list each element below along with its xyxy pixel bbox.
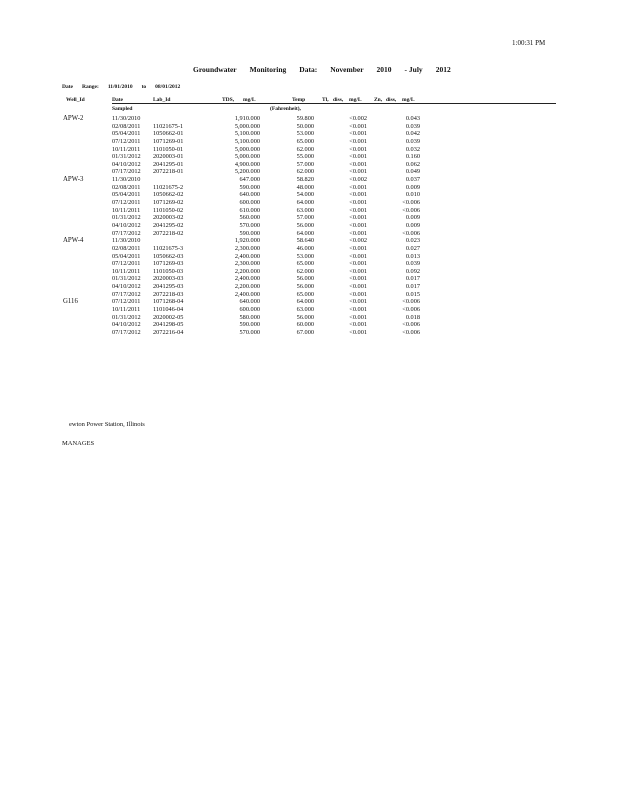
cell-tl: <0.001 xyxy=(349,130,367,138)
table-row xyxy=(0,253,618,261)
cell-date: 02/08/2011 xyxy=(112,244,141,252)
title-word: Data: xyxy=(299,65,318,74)
cell-zn: <0.006 xyxy=(402,229,420,237)
table-row xyxy=(0,268,618,276)
cell-lab: 1101050-03 xyxy=(153,267,184,275)
cell-tl: <0.001 xyxy=(349,221,367,229)
table-row xyxy=(0,230,618,238)
cell-temp: 65.000 xyxy=(296,290,314,298)
cell-temp: 65.000 xyxy=(296,260,314,268)
title-word: 2010 xyxy=(376,65,392,74)
table-row xyxy=(0,191,618,199)
cell-date: 04/10/2012 xyxy=(112,283,141,291)
table-row xyxy=(0,153,618,161)
range-label: Date xyxy=(62,84,73,90)
data-table xyxy=(0,115,618,337)
cell-tds: 5,200.000 xyxy=(234,168,260,176)
cell-zn: 0.009 xyxy=(405,183,420,191)
cell-zn: 0.013 xyxy=(405,252,420,260)
cell-temp: 58.820 xyxy=(296,176,314,184)
cell-temp: 56.000 xyxy=(296,313,314,321)
cell-zn: 0.039 xyxy=(405,122,420,130)
cell-temp: 50.000 xyxy=(296,122,314,130)
cell-tds: 560.000 xyxy=(239,214,260,222)
cell-date: 11/30/2010 xyxy=(112,176,141,184)
cell-zn: <0.006 xyxy=(402,306,420,314)
header-tl-unit: mg/L xyxy=(349,97,362,103)
cell-zn: 0.027 xyxy=(405,244,420,252)
cell-date: 11/30/2010 xyxy=(112,115,141,122)
cell-well: G116 xyxy=(63,298,78,306)
cell-date: 05/04/2011 xyxy=(112,191,141,199)
cell-tds: 5,000.000 xyxy=(234,122,260,130)
cell-zn: 0.042 xyxy=(405,130,420,138)
cell-temp: 57.000 xyxy=(296,160,314,168)
cell-tl: <0.002 xyxy=(349,115,367,122)
cell-tds: 600.000 xyxy=(239,199,260,207)
cell-temp: 55.000 xyxy=(296,153,314,161)
cell-tds: 600.000 xyxy=(239,306,260,314)
cell-lab: 2020003-03 xyxy=(153,275,184,283)
header-temp: Temp xyxy=(292,97,306,103)
cell-tl: <0.001 xyxy=(349,267,367,275)
cell-tl: <0.001 xyxy=(349,229,367,237)
cell-tds: 4,900.000 xyxy=(234,160,260,168)
table-row xyxy=(0,275,618,283)
cell-lab: 1050662-01 xyxy=(153,130,184,138)
table-row xyxy=(0,329,618,337)
cell-tds: 580.000 xyxy=(239,313,260,321)
header-fahrenheit: (Fahrenheit), xyxy=(270,106,301,112)
cell-date: 07/12/2011 xyxy=(112,298,141,306)
cell-date: 07/17/2012 xyxy=(112,229,141,237)
cell-lab: 1071269-01 xyxy=(153,137,184,145)
cell-temp: 48.000 xyxy=(296,183,314,191)
cell-tl: <0.001 xyxy=(349,290,367,298)
cell-lab: 2041298-05 xyxy=(153,321,184,329)
table-row xyxy=(0,123,618,131)
table-row xyxy=(0,146,618,154)
cell-tl: <0.001 xyxy=(349,321,367,329)
cell-tl: <0.001 xyxy=(349,206,367,214)
cell-tl: <0.001 xyxy=(349,283,367,291)
table-row xyxy=(0,321,618,329)
cell-lab: 2041295-02 xyxy=(153,221,184,229)
cell-temp: 67.000 xyxy=(296,328,314,336)
cell-lab: 2041295-01 xyxy=(153,160,184,168)
cell-tl: <0.001 xyxy=(349,183,367,191)
cell-tl: <0.001 xyxy=(349,260,367,268)
cell-zn: 0.049 xyxy=(405,168,420,176)
header-tds: TDS, xyxy=(222,97,235,103)
cell-date: 05/04/2011 xyxy=(112,130,141,138)
table-row xyxy=(0,237,618,245)
cell-tl: <0.001 xyxy=(349,191,367,199)
table-row xyxy=(0,168,618,176)
cell-tds: 590.000 xyxy=(239,183,260,191)
cell-temp: 62.000 xyxy=(296,168,314,176)
cell-lab: 11021675-2 xyxy=(153,183,184,191)
cell-tds: 570.000 xyxy=(239,328,260,336)
cell-lab: 1050662-02 xyxy=(153,191,184,199)
cell-temp: 56.000 xyxy=(296,221,314,229)
header-tl-diss: diss, xyxy=(333,97,344,103)
cell-temp: 54.000 xyxy=(296,191,314,199)
header-sampled: Sampled xyxy=(112,106,133,112)
table-row xyxy=(0,130,618,138)
cell-zn: 0.092 xyxy=(405,267,420,275)
cell-lab: 1071269-02 xyxy=(153,199,184,207)
cell-zn: 0.043 xyxy=(405,115,420,122)
cell-date: 07/17/2012 xyxy=(112,328,141,336)
cell-tds: 5,100.000 xyxy=(234,137,260,145)
cell-tl: <0.001 xyxy=(349,306,367,314)
report-title xyxy=(193,65,464,74)
table-row xyxy=(0,161,618,169)
cell-tds: 2,300.000 xyxy=(234,260,260,268)
table-row xyxy=(0,314,618,322)
cell-tds: 2,400.000 xyxy=(234,252,260,260)
cell-tds: 2,300.000 xyxy=(234,244,260,252)
cell-zn: 0.009 xyxy=(405,221,420,229)
cell-tds: 590.000 xyxy=(239,229,260,237)
cell-date: 07/17/2012 xyxy=(112,290,141,298)
table-row xyxy=(0,222,618,230)
cell-date: 07/17/2012 xyxy=(112,168,141,176)
cell-date: 07/12/2011 xyxy=(112,260,141,268)
cell-date: 02/08/2011 xyxy=(112,122,141,130)
cell-zn: 0.062 xyxy=(405,160,420,168)
cell-tl: <0.001 xyxy=(349,298,367,306)
header-lab: Lab_Id xyxy=(153,97,171,103)
cell-date: 10/11/2011 xyxy=(112,306,141,314)
table-row xyxy=(0,115,618,123)
column-subheader-row xyxy=(0,106,618,114)
title-word: Monitoring xyxy=(249,65,287,74)
title-word: 2012 xyxy=(435,65,451,74)
cell-date: 01/31/2012 xyxy=(112,275,141,283)
cell-zn: 0.039 xyxy=(405,260,420,268)
cell-zn: <0.006 xyxy=(402,206,420,214)
header-date: Date xyxy=(112,97,123,103)
cell-temp: 60.000 xyxy=(296,321,314,329)
cell-zn: 0.017 xyxy=(405,275,420,283)
header-well: Well_Id xyxy=(66,97,85,103)
cell-tl: <0.001 xyxy=(349,145,367,153)
cell-temp: 62.000 xyxy=(296,267,314,275)
cell-tds: 2,200.000 xyxy=(234,267,260,275)
cell-temp: 53.000 xyxy=(296,252,314,260)
cell-tl: <0.001 xyxy=(349,122,367,130)
cell-temp: 58.640 xyxy=(296,237,314,245)
cell-date: 10/11/2011 xyxy=(112,206,141,214)
cell-lab: 2020002-05 xyxy=(153,313,184,321)
cell-date: 07/12/2011 xyxy=(112,137,141,145)
header-zn-unit: mg/L xyxy=(402,97,415,103)
header-tl: Tl, xyxy=(322,97,329,103)
table-row xyxy=(0,245,618,253)
cell-lab: 2072218-03 xyxy=(153,290,184,298)
cell-zn: <0.006 xyxy=(402,328,420,336)
cell-temp: 56.000 xyxy=(296,275,314,283)
cell-tds: 2,400.000 xyxy=(234,290,260,298)
cell-date: 01/31/2012 xyxy=(112,153,141,161)
cell-temp: 64.000 xyxy=(296,229,314,237)
title-word: - July xyxy=(404,65,423,74)
cell-lab: 11021675-3 xyxy=(153,244,184,252)
cell-lab: 1071268-04 xyxy=(153,298,184,306)
cell-lab: 1101050-01 xyxy=(153,145,184,153)
cell-tl: <0.002 xyxy=(349,176,367,184)
cell-temp: 53.000 xyxy=(296,130,314,138)
cell-well: APW-4 xyxy=(63,237,84,245)
range-label: Range: xyxy=(82,84,99,90)
cell-date: 01/31/2012 xyxy=(112,214,141,222)
cell-zn: 0.015 xyxy=(405,290,420,298)
table-row xyxy=(0,199,618,207)
cell-lab: 2020003-01 xyxy=(153,153,184,161)
table-row xyxy=(0,260,618,268)
cell-zn: 0.009 xyxy=(405,214,420,222)
cell-lab: 2072216-04 xyxy=(153,328,184,336)
cell-date: 10/11/2011 xyxy=(112,267,141,275)
cell-lab: 2020003-02 xyxy=(153,214,184,222)
cell-tl: <0.001 xyxy=(349,160,367,168)
cell-temp: 64.000 xyxy=(296,298,314,306)
cell-lab: 1050662-03 xyxy=(153,252,184,260)
cell-zn: 0.032 xyxy=(405,145,420,153)
print-time: 1:00:31 PM xyxy=(512,39,546,47)
cell-temp: 46.000 xyxy=(296,244,314,252)
cell-tl: <0.001 xyxy=(349,313,367,321)
table-row xyxy=(0,138,618,146)
range-from: 11/01/2010 xyxy=(107,84,133,90)
manager-label: MANAGES xyxy=(62,440,95,447)
header-tds-unit: mg/L xyxy=(243,97,256,103)
cell-zn: <0.006 xyxy=(402,298,420,306)
table-row xyxy=(0,291,618,299)
range-to: 08/01/2012 xyxy=(155,84,181,90)
cell-date: 02/08/2011 xyxy=(112,183,141,191)
cell-tl: <0.001 xyxy=(349,199,367,207)
cell-tds: 610.000 xyxy=(239,206,260,214)
cell-date: 07/12/2011 xyxy=(112,199,141,207)
cell-lab: 1101050-02 xyxy=(153,206,184,214)
header-zn: Zn, xyxy=(374,97,383,103)
range-to-label: to xyxy=(141,84,147,90)
cell-tl: <0.001 xyxy=(349,252,367,260)
cell-tl: <0.001 xyxy=(349,137,367,145)
cell-date: 01/31/2012 xyxy=(112,313,141,321)
date-range xyxy=(62,84,189,90)
cell-temp: 63.000 xyxy=(296,206,314,214)
cell-tds: 5,000.000 xyxy=(234,145,260,153)
cell-zn: 0.023 xyxy=(405,237,420,245)
cell-date: 04/10/2012 xyxy=(112,321,141,329)
cell-date: 04/10/2012 xyxy=(112,221,141,229)
cell-tds: 2,400.000 xyxy=(234,275,260,283)
cell-tds: 590.000 xyxy=(239,321,260,329)
table-row xyxy=(0,176,618,184)
cell-tds: 1,920.000 xyxy=(234,237,260,245)
title-word: November xyxy=(330,65,364,74)
cell-tl: <0.002 xyxy=(349,237,367,245)
cell-date: 10/11/2011 xyxy=(112,145,141,153)
cell-temp: 65.000 xyxy=(296,137,314,145)
cell-tl: <0.001 xyxy=(349,214,367,222)
cell-zn: <0.006 xyxy=(402,199,420,207)
cell-well: APW-2 xyxy=(63,115,84,122)
cell-tds: 640.000 xyxy=(239,191,260,199)
site-name: ewton Power Station, Illinois xyxy=(69,421,145,428)
cell-tl: <0.001 xyxy=(349,168,367,176)
cell-tds: 1,910.000 xyxy=(234,115,260,122)
cell-tl: <0.001 xyxy=(349,153,367,161)
cell-tds: 570.000 xyxy=(239,221,260,229)
cell-temp: 63.000 xyxy=(296,306,314,314)
header-rule xyxy=(112,103,556,104)
cell-zn: 0.017 xyxy=(405,283,420,291)
cell-zn: 0.010 xyxy=(405,191,420,199)
cell-temp: 57.000 xyxy=(296,214,314,222)
cell-zn: <0.006 xyxy=(402,321,420,329)
table-row xyxy=(0,214,618,222)
cell-lab: 1101046-04 xyxy=(153,306,184,314)
cell-date: 05/04/2011 xyxy=(112,252,141,260)
cell-tl: <0.001 xyxy=(349,328,367,336)
cell-zn: 0.039 xyxy=(405,137,420,145)
title-word: Groundwater xyxy=(193,65,237,74)
cell-tds: 2,200.000 xyxy=(234,283,260,291)
cell-temp: 59.800 xyxy=(296,115,314,122)
table-row xyxy=(0,207,618,215)
table-row xyxy=(0,283,618,291)
cell-tds: 647.000 xyxy=(239,176,260,184)
cell-tl: <0.001 xyxy=(349,244,367,252)
cell-zn: 0.018 xyxy=(405,313,420,321)
cell-date: 11/30/2010 xyxy=(112,237,141,245)
cell-tds: 5,100.000 xyxy=(234,130,260,138)
cell-tds: 640.000 xyxy=(239,298,260,306)
cell-temp: 56.000 xyxy=(296,283,314,291)
cell-lab: 2072218-02 xyxy=(153,229,184,237)
table-row xyxy=(0,306,618,314)
cell-well: APW-3 xyxy=(63,176,84,184)
cell-lab: 1071269-03 xyxy=(153,260,184,268)
cell-tds: 5,000.000 xyxy=(234,153,260,161)
cell-zn: 0.160 xyxy=(405,153,420,161)
cell-lab: 2041295-03 xyxy=(153,283,184,291)
cell-date: 04/10/2012 xyxy=(112,160,141,168)
cell-temp: 64.000 xyxy=(296,199,314,207)
table-row xyxy=(0,298,618,306)
table-row xyxy=(0,184,618,192)
cell-tl: <0.001 xyxy=(349,275,367,283)
cell-lab: 2072218-01 xyxy=(153,168,184,176)
cell-zn: 0.037 xyxy=(405,176,420,184)
header-zn-diss: diss, xyxy=(386,97,397,103)
cell-lab: 11021675-1 xyxy=(153,122,184,130)
cell-temp: 62.000 xyxy=(296,145,314,153)
